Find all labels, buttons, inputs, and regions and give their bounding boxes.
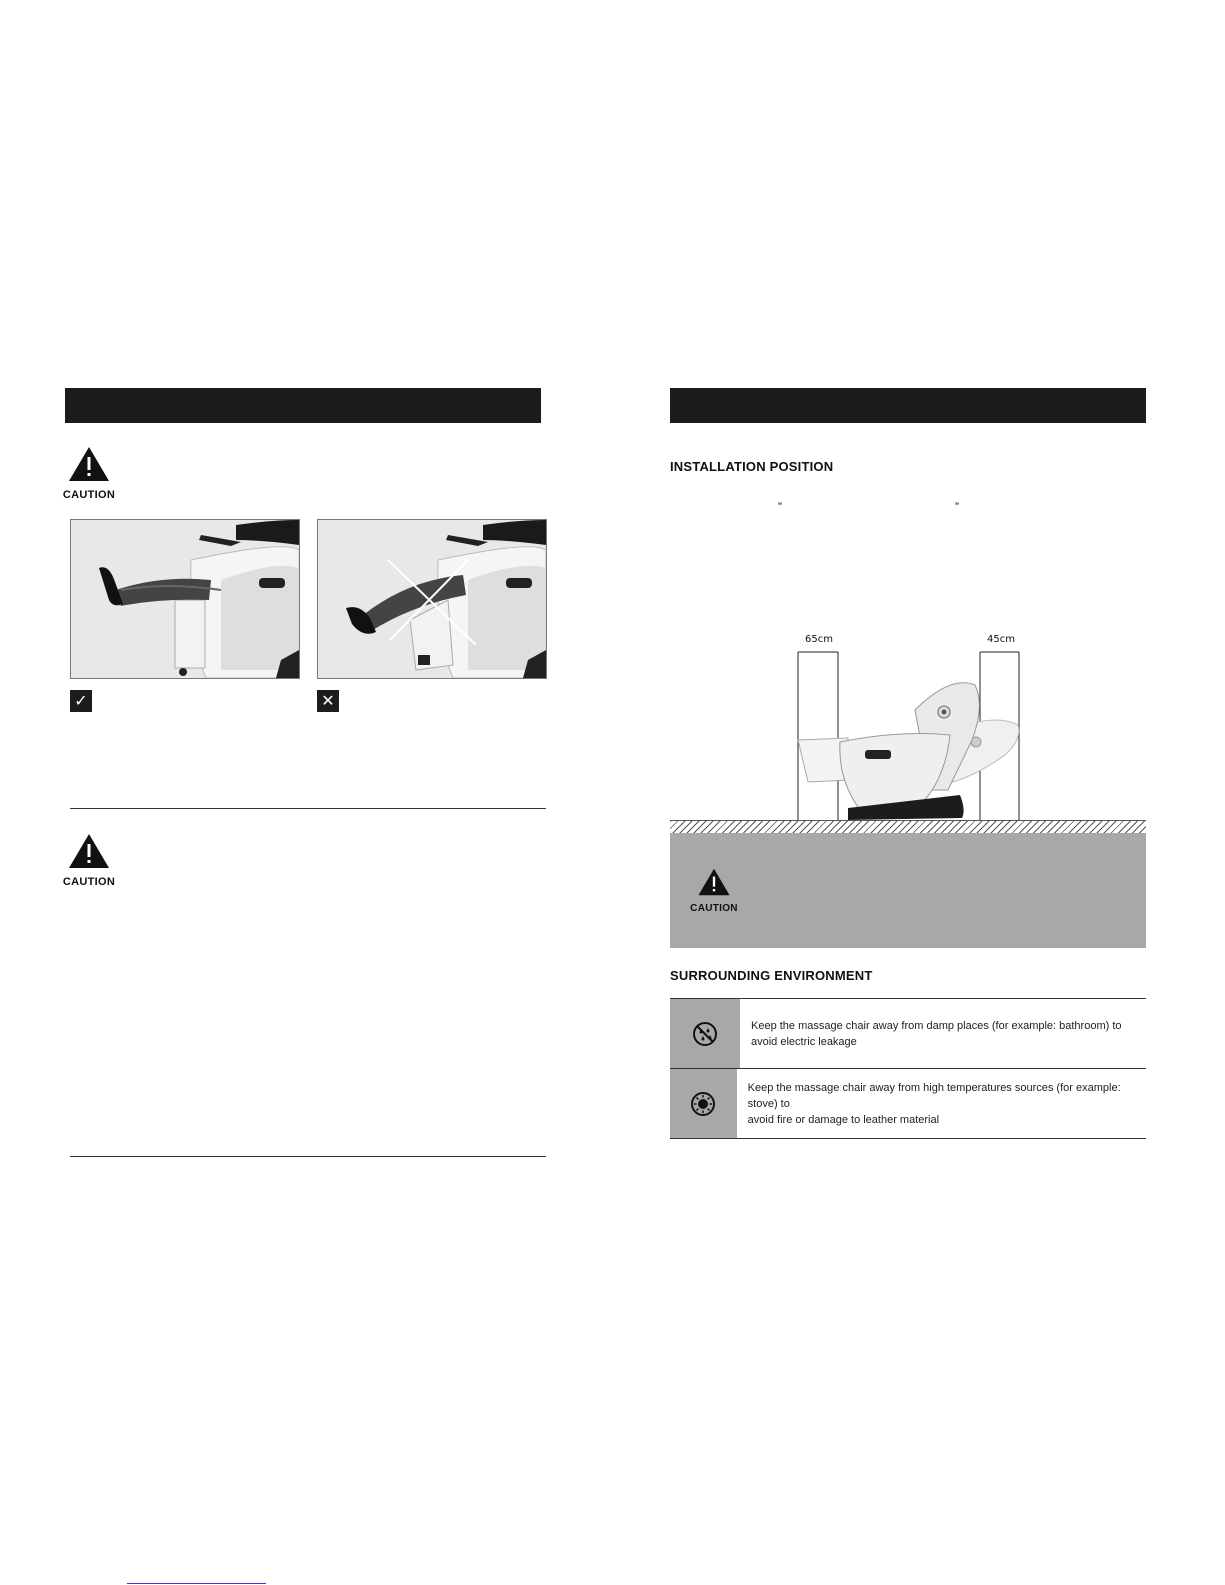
floor-hatch <box>670 820 1146 833</box>
caution-label: CAUTION <box>690 903 738 914</box>
env-text-line: Keep the massage chair away from high temperatures sources (for example: stove) to <box>747 1081 1121 1110</box>
correct-check-icon: ✓ <box>70 690 92 712</box>
no-water-icon <box>692 1021 718 1047</box>
quote-mark-2: ” <box>955 500 959 514</box>
installation-diagram <box>790 630 1030 822</box>
environment-row <box>670 999 1146 1069</box>
divider-1 <box>70 808 546 809</box>
caution-block-2 <box>49 833 129 888</box>
env-text <box>740 999 1122 1068</box>
no-heat-icon <box>690 1091 716 1117</box>
quote-mark-1: ” <box>778 500 782 514</box>
right-header-bar <box>670 388 1146 423</box>
incorrect-cross-icon: ✕ <box>317 690 339 712</box>
warning-triangle-icon <box>68 446 110 482</box>
front-clearance-label: 65cm <box>805 634 833 645</box>
caution-label: CAUTION <box>62 489 116 501</box>
divider-2 <box>70 1156 546 1157</box>
env-text-line: avoid electric leakage <box>751 1035 857 1048</box>
link-underline[interactable] <box>127 1583 266 1584</box>
installation-position-title: INSTALLATION POSITION <box>670 459 834 474</box>
env-text-line: avoid fire or damage to leather material <box>747 1113 940 1126</box>
caution-label: CAUTION <box>62 876 116 888</box>
warning-triangle-icon <box>68 833 110 869</box>
caution-block-1 <box>49 446 129 501</box>
env-text-line: Keep the massage chair away from damp places (for example: bathroom) to <box>751 1019 1122 1032</box>
environment-table <box>670 998 1146 1139</box>
back-clearance-label: 45cm <box>987 634 1015 645</box>
env-text <box>737 1069 1146 1138</box>
incorrect-position-photo <box>317 519 547 679</box>
warning-triangle-icon <box>697 868 731 896</box>
left-header-bar <box>65 388 541 423</box>
environment-row <box>670 1069 1146 1139</box>
env-icon-cell <box>670 999 740 1068</box>
env-icon-cell <box>670 1069 737 1138</box>
surrounding-environment-title: SURROUNDING ENVIRONMENT <box>670 968 873 983</box>
caution-block-3 <box>674 868 754 914</box>
correct-position-photo <box>70 519 300 679</box>
